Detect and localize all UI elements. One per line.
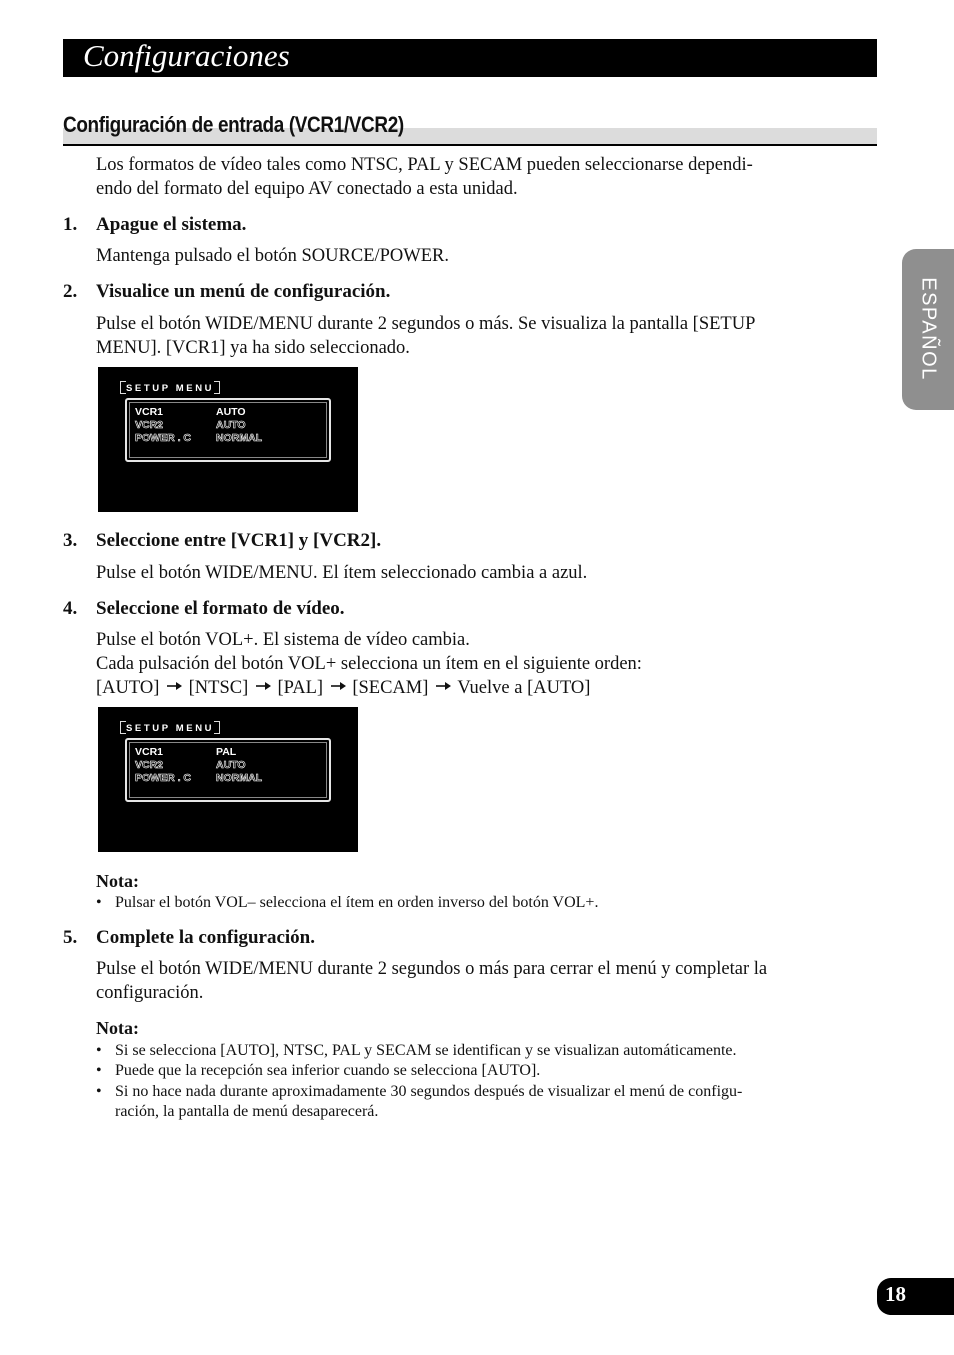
- language-tab: [902, 249, 954, 410]
- step-4-body-line-2: Cada pulsación del botón VOL+ selecciona un ítem en el siguiente orden:: [96, 654, 642, 674]
- step-4-body-line-1: Pulse el botón VOL+. El sistema de vídeo cambia.: [96, 630, 470, 650]
- chapter-title-bar: [63, 39, 877, 77]
- step-5-number: 5.: [63, 927, 78, 948]
- section-heading-rule: [63, 144, 877, 146]
- arrow-right-icon: [433, 680, 453, 692]
- screen-1-row-1-value: AUTO: [216, 406, 246, 418]
- screen-1-header: [126, 383, 214, 394]
- screen-2-row-3-value: NORMAL: [216, 772, 263, 784]
- order-item-return: Vuelve a [AUTO]: [457, 678, 591, 698]
- order-item-auto: [AUTO]: [96, 678, 160, 698]
- bracket-right-icon: [214, 721, 220, 734]
- intro-line-1: Los formatos de vídeo tales como NTSC, PAL y SECAM pueden seleccionarse dependi-: [96, 155, 753, 175]
- screen-1-header-text: SETUP MENU: [126, 383, 215, 394]
- step-1-body: Mantenga pulsado el botón SOURCE/POWER.: [96, 246, 450, 266]
- nota-2-item-3-text: Si no hace nada durante aproximadamente 30 segundos después de visualizar el menú de configu-: [115, 1083, 743, 1100]
- setup-menu-screen-2: [98, 707, 358, 852]
- screen-1-row-2-value: AUTO: [216, 419, 246, 431]
- step-5-body-line-2: configuración.: [96, 983, 204, 1003]
- order-item-ntsc: [NTSC]: [188, 678, 249, 698]
- bracket-left-icon: [120, 381, 126, 394]
- screen-1-row-1-label: VCR1: [135, 406, 164, 418]
- order-item-secam: [SECAM]: [352, 678, 429, 698]
- screen-2-row-3-label: POWER . C: [135, 772, 192, 784]
- section-title: Configuración de entrada (VCR1/VCR2): [63, 112, 404, 137]
- screen-1-row-3-value: NORMAL: [216, 432, 263, 444]
- order-item-pal: [PAL]: [277, 678, 324, 698]
- screen-2-row-1-label: VCR1: [135, 746, 164, 758]
- nota-2-item-2-text: Puede que la recepción sea inferior cuando se selecciona [AUTO].: [115, 1062, 541, 1079]
- screen-2-row-1-value: PAL: [216, 746, 237, 758]
- step-1-number: 1.: [63, 214, 78, 235]
- step-5-body-line-1: Pulse el botón WIDE/MENU durante 2 segundos o más para cerrar el menú y completar la: [96, 959, 768, 979]
- step-2-number: 2.: [63, 281, 78, 302]
- step-4-number: 4.: [63, 598, 78, 619]
- intro-line-2: endo del formato del equipo AV conectado a esta unidad.: [96, 179, 518, 199]
- screen-1-row-3-label: POWER . C: [135, 432, 192, 444]
- screen-2-row-2-value: AUTO: [216, 759, 246, 771]
- screen-2-header: [126, 723, 214, 734]
- step-3-body: Pulse el botón WIDE/MENU. El ítem seleccionado cambia a azul.: [96, 563, 588, 583]
- step-2-body-line-2: MENU]. [VCR1] ya ha sido seleccionado.: [96, 338, 410, 358]
- step-4-title: Seleccione el formato de vídeo.: [96, 598, 345, 619]
- chapter-title: Configuraciones: [83, 38, 290, 73]
- step-1-title: Apague el sistema.: [96, 214, 247, 235]
- bracket-right-icon: [214, 381, 220, 394]
- nota-2-item-1-text: Si se selecciona [AUTO], NTSC, PAL y SECAM se identifican y se visualizan automáticamente.: [115, 1042, 737, 1059]
- bracket-left-icon: [120, 721, 126, 734]
- step-5-title: Complete la configuración.: [96, 927, 316, 948]
- setup-menu-screen-1: [98, 367, 358, 512]
- step-2-body-line-1: Pulse el botón WIDE/MENU durante 2 segundos o más. Se visualiza la pantalla [SETUP: [96, 314, 756, 334]
- nota-2-label: Nota:: [96, 1018, 139, 1038]
- screen-2-row-2-label: VCR2: [135, 759, 164, 771]
- bullet-icon: •: [96, 1062, 102, 1079]
- arrow-right-icon: [164, 680, 184, 692]
- screen-1-row-2-label: VCR2: [135, 419, 164, 431]
- section-heading: [63, 110, 877, 146]
- page-number: 18: [885, 1282, 906, 1306]
- format-order-sequence: [96, 676, 590, 700]
- bullet-icon: •: [96, 1042, 102, 1059]
- nota-1-label: Nota:: [96, 871, 139, 891]
- nota-1-item-text: Pulsar el botón VOL– selecciona el ítem en orden inverso del botón VOL+.: [115, 894, 599, 911]
- screen-2-header-text: SETUP MENU: [126, 723, 215, 734]
- step-3-number: 3.: [63, 530, 78, 551]
- bullet-icon: •: [96, 1083, 102, 1100]
- page-number-tab: [877, 1278, 954, 1315]
- step-2-title: Visualice un menú de configuración.: [96, 281, 391, 302]
- step-3-title: Seleccione entre [VCR1] y [VCR2].: [96, 530, 382, 551]
- arrow-right-icon: [328, 680, 348, 692]
- bullet-icon: •: [96, 894, 102, 911]
- language-tab-label: ESPAÑOL: [917, 277, 940, 381]
- nota-2-item-3-text-cont: ración, la pantalla de menú desaparecerá.: [115, 1103, 379, 1120]
- arrow-right-icon: [253, 680, 273, 692]
